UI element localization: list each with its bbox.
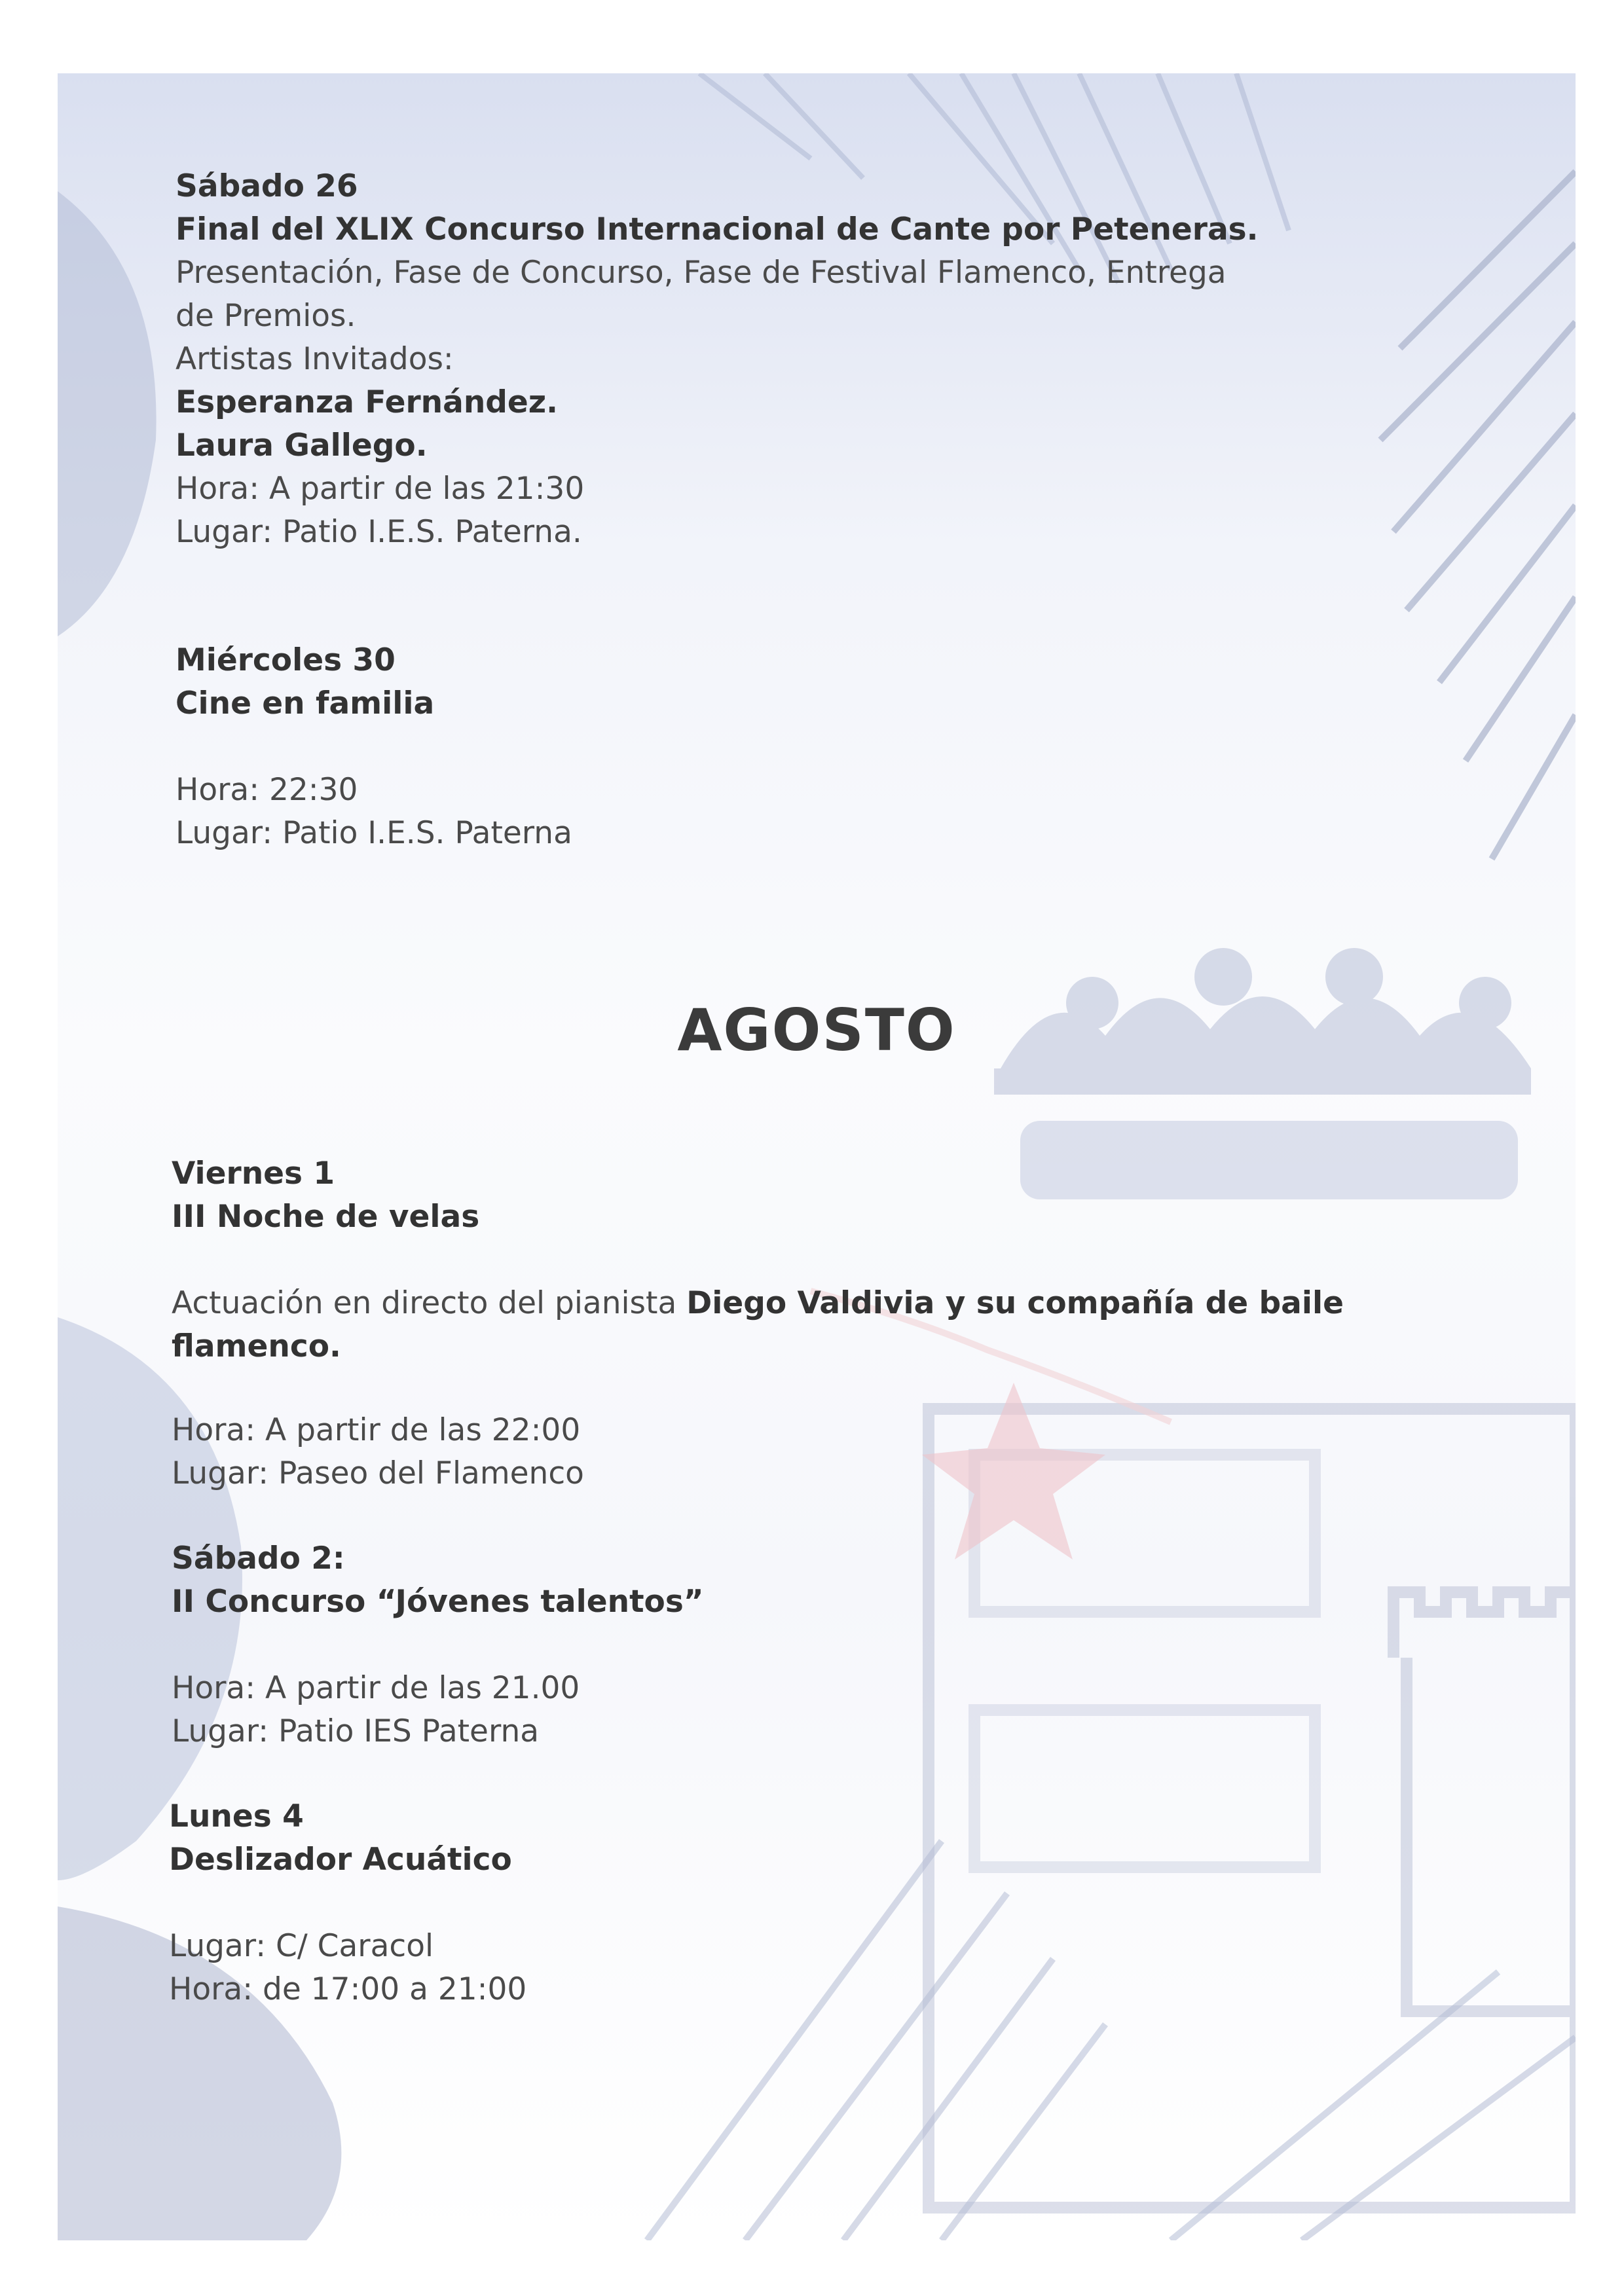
event-time: Hora: A partir de las 21.00 <box>172 1670 580 1706</box>
flyer-page <box>58 73 1576 2240</box>
event-time: Hora: de 17:00 a 21:00 <box>169 1971 527 2007</box>
event-day: Lunes 4 <box>169 1798 304 1834</box>
event-day: Miércoles 30 <box>175 642 396 678</box>
event-time: Hora: A partir de las 21:30 <box>175 471 585 507</box>
event-guest: Esperanza Fernández. <box>175 384 559 420</box>
event-title: Deslizador Acuático <box>169 1842 512 1878</box>
event-description <box>172 1282 1449 1368</box>
event-location: Lugar: C/ Caracol <box>169 1928 434 1964</box>
event-guest: Laura Gallego. <box>175 428 428 464</box>
description-text: Actuación en directo del pianista <box>172 1285 687 1321</box>
event-title: Final del XLIX Concurso Internacional de Cante por Peteneras. <box>175 211 1259 247</box>
event-title: III Noche de velas <box>172 1199 480 1235</box>
shield-crest-icon <box>929 1409 1576 2208</box>
event-time: Hora: 22:30 <box>175 772 358 808</box>
month-heading: AGOSTO <box>677 996 956 1064</box>
event-day: Sábado 2: <box>172 1540 345 1576</box>
event-guests-label: Artistas Invitados: <box>175 341 454 377</box>
event-time: Hora: A partir de las 22:00 <box>172 1412 581 1448</box>
event-location: Lugar: Patio IES Paterna <box>172 1713 540 1749</box>
palm-leaf-bottom-icon <box>647 1841 1576 2240</box>
event-description: de Premios. <box>175 298 356 334</box>
event-location: Lugar: Patio I.E.S. Paterna <box>175 815 572 851</box>
event-day: Sábado 26 <box>175 168 358 204</box>
palm-leaf-right-icon <box>1380 172 1576 859</box>
performer-name: Diego Valdivia y su compañía de baile flamenco. <box>172 1285 1344 1364</box>
event-location: Lugar: Patio I.E.S. Paterna. <box>175 514 582 550</box>
event-location: Lugar: Paseo del Flamenco <box>172 1455 584 1491</box>
crown-icon <box>994 948 1531 1199</box>
event-description: Presentación, Fase de Concurso, Fase de Festival Flamenco, Entrega <box>175 255 1227 291</box>
event-title: II Concurso “Jóvenes talentos” <box>172 1584 704 1620</box>
event-day: Viernes 1 <box>172 1156 335 1192</box>
event-title: Cine en familia <box>175 685 435 721</box>
